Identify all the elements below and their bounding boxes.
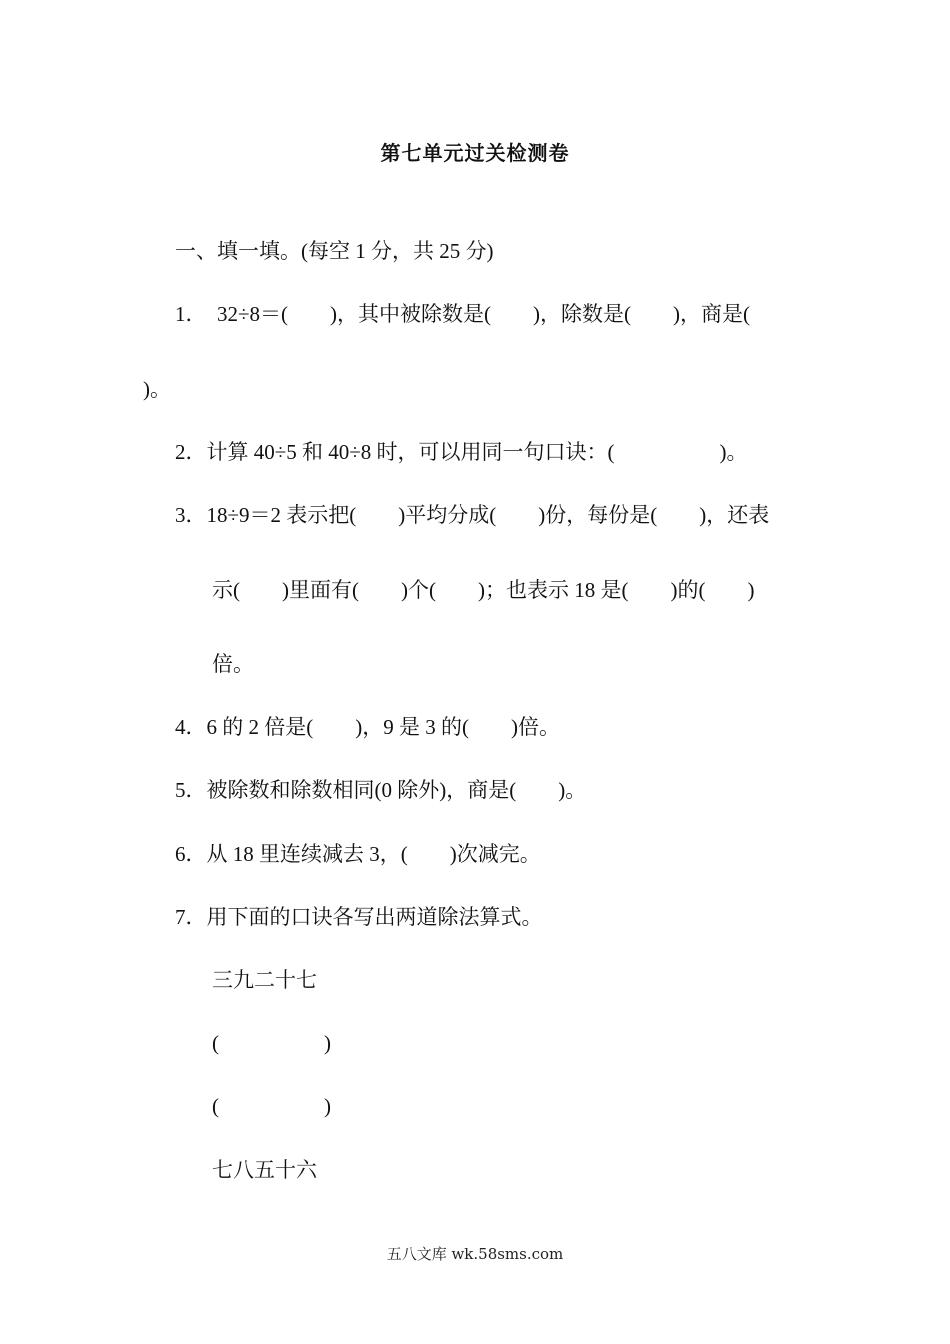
question-1-line-2: )。	[143, 377, 171, 401]
answer-blank-1: ( )	[212, 1031, 331, 1055]
question-3-line-3: 倍。	[212, 652, 254, 676]
page-footer: 五八文库 wk.58sms.com	[386, 1245, 564, 1263]
question-3-line-1: 3．18÷9＝2 表示把( )平均分成( )份，每份是( )，还表	[175, 503, 770, 527]
question-5: 5．被除数和除数相同(0 除外)，商是( )。	[175, 778, 587, 802]
question-3-line-2: 示( )里面有( )个( )；也表示 18 是( )的( )	[212, 578, 755, 602]
mnemonic-1: 三九二十七	[212, 968, 317, 992]
document-title: 第七单元过关检测卷	[380, 143, 570, 165]
question-2: 2．计算 40÷5 和 40÷8 时，可以用同一句口诀：( )。	[175, 440, 748, 464]
answer-blank-2: ( )	[212, 1094, 331, 1118]
mnemonic-2: 七八五十六	[212, 1158, 317, 1182]
question-6: 6．从 18 里连续减去 3，( )次减完。	[175, 842, 541, 866]
question-7: 7．用下面的口诀各写出两道除法算式。	[175, 905, 543, 929]
question-1-line-1: 1． 32÷8＝( )，其中被除数是( )，除数是( )，商是(	[175, 302, 750, 326]
question-4: 4．6 的 2 倍是( )，9 是 3 的( )倍。	[175, 715, 560, 739]
section-heading: 一、填一填。(每空 1 分，共 25 分)	[175, 239, 494, 263]
